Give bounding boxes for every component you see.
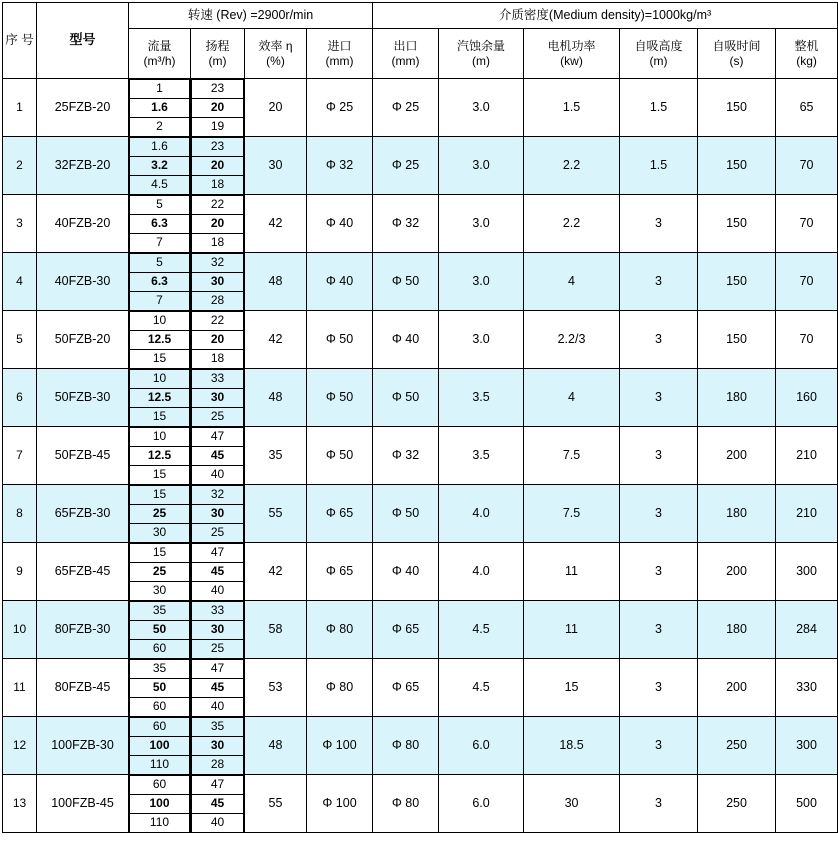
row-head-group xyxy=(191,775,245,833)
table-row xyxy=(3,601,838,659)
row-flow-value: 110 xyxy=(130,756,190,775)
row-flow-value: 15 xyxy=(130,350,190,369)
row-head-value: 32 xyxy=(192,486,244,505)
row-flow-value: 50 xyxy=(130,621,190,640)
header-suction-height xyxy=(620,29,698,79)
row-flow-group xyxy=(129,485,191,543)
row-suction-time: 150 xyxy=(698,79,776,137)
row-head-value: 40 xyxy=(192,814,244,833)
row-npsh: 3.0 xyxy=(439,311,524,369)
row-suction-time: 180 xyxy=(698,369,776,427)
row-inlet: Φ 25 xyxy=(307,79,373,137)
row-efficiency: 58 xyxy=(245,601,307,659)
row-npsh: 3.0 xyxy=(439,195,524,253)
row-efficiency: 48 xyxy=(245,717,307,775)
row-weight: 70 xyxy=(776,137,838,195)
row-flow-value: 7 xyxy=(130,234,190,253)
row-suction-height: 3 xyxy=(620,369,698,427)
row-flow-value: 10 xyxy=(130,428,190,447)
row-efficiency: 53 xyxy=(245,659,307,717)
row-flow-value: 12.5 xyxy=(130,447,190,466)
row-head-value: 40 xyxy=(192,582,244,601)
row-suction-height: 3 xyxy=(620,427,698,485)
row-efficiency: 42 xyxy=(245,543,307,601)
row-npsh: 4.5 xyxy=(439,659,524,717)
row-flow-group xyxy=(129,253,191,311)
row-index: 2 xyxy=(3,137,37,195)
row-suction-time: 150 xyxy=(698,253,776,311)
row-head-group xyxy=(191,311,245,369)
table-body xyxy=(3,79,838,833)
row-head-value: 23 xyxy=(192,80,244,99)
header-flow-line2: (m³/h) xyxy=(143,53,176,68)
row-npsh: 3.0 xyxy=(439,253,524,311)
row-npsh: 4.0 xyxy=(439,543,524,601)
header-flow-line1: 流量 xyxy=(147,38,172,53)
row-flow-value: 25 xyxy=(130,563,190,582)
row-flow-value: 15 xyxy=(130,466,190,485)
row-flow-value: 6.3 xyxy=(130,273,190,292)
row-head-value: 20 xyxy=(192,99,244,118)
row-suction-height: 3 xyxy=(620,485,698,543)
row-flow-group xyxy=(129,79,191,137)
row-weight: 210 xyxy=(776,427,838,485)
row-head-value: 32 xyxy=(192,254,244,273)
row-head-group xyxy=(191,485,245,543)
row-head-value: 45 xyxy=(192,795,244,814)
row-flow-value: 100 xyxy=(130,795,190,814)
row-power: 15 xyxy=(524,659,620,717)
row-flow-value: 50 xyxy=(130,679,190,698)
row-model: 40FZB-20 xyxy=(37,195,129,253)
header-index-line2: 号 xyxy=(21,33,34,48)
row-head-value: 45 xyxy=(192,563,244,582)
row-flow-value: 60 xyxy=(130,698,190,717)
row-inlet: Φ 32 xyxy=(307,137,373,195)
row-head-value: 30 xyxy=(192,273,244,292)
row-flow-value: 10 xyxy=(130,370,190,389)
row-npsh: 4.0 xyxy=(439,485,524,543)
row-head-value: 25 xyxy=(192,408,244,427)
row-weight: 300 xyxy=(776,717,838,775)
header-efficiency-line2: (%) xyxy=(266,53,285,68)
row-inlet: Φ 65 xyxy=(307,485,373,543)
row-model: 65FZB-30 xyxy=(37,485,129,543)
row-flow-value: 1 xyxy=(130,80,190,99)
row-flow-value: 7 xyxy=(130,292,190,311)
row-suction-time: 150 xyxy=(698,311,776,369)
header-inlet xyxy=(307,29,373,79)
row-head-value: 33 xyxy=(192,602,244,621)
row-outlet: Φ 50 xyxy=(373,485,439,543)
row-outlet: Φ 80 xyxy=(373,775,439,833)
row-index: 13 xyxy=(3,775,37,833)
row-head-value: 40 xyxy=(192,698,244,717)
row-efficiency: 55 xyxy=(245,485,307,543)
row-npsh: 6.0 xyxy=(439,717,524,775)
row-npsh: 3.5 xyxy=(439,427,524,485)
row-model: 40FZB-30 xyxy=(37,253,129,311)
row-weight: 284 xyxy=(776,601,838,659)
row-efficiency: 48 xyxy=(245,253,307,311)
row-suction-height: 1.5 xyxy=(620,79,698,137)
row-suction-height: 3 xyxy=(620,253,698,311)
row-weight: 500 xyxy=(776,775,838,833)
row-flow-value: 35 xyxy=(130,602,190,621)
row-flow-group xyxy=(129,775,191,833)
row-head-value: 30 xyxy=(192,505,244,524)
row-inlet: Φ 40 xyxy=(307,195,373,253)
header-power-line2: (kw) xyxy=(560,53,583,68)
row-flow-value: 15 xyxy=(130,544,190,563)
row-suction-time: 150 xyxy=(698,195,776,253)
row-inlet: Φ 80 xyxy=(307,601,373,659)
row-flow-value: 60 xyxy=(130,776,190,795)
row-outlet: Φ 40 xyxy=(373,311,439,369)
row-flow-value: 60 xyxy=(130,718,190,737)
row-flow-value: 5 xyxy=(130,254,190,273)
row-suction-height: 3 xyxy=(620,717,698,775)
row-head-value: 30 xyxy=(192,621,244,640)
row-head-value: 47 xyxy=(192,544,244,563)
table-row xyxy=(3,253,838,311)
spec-sheet xyxy=(0,2,819,850)
row-flow-value: 2 xyxy=(130,118,190,137)
row-head-group xyxy=(191,253,245,311)
header-weight xyxy=(776,29,838,79)
row-efficiency: 42 xyxy=(245,195,307,253)
row-suction-time: 250 xyxy=(698,775,776,833)
row-suction-time: 200 xyxy=(698,659,776,717)
row-flow-value: 30 xyxy=(130,582,190,601)
row-index: 7 xyxy=(3,427,37,485)
row-npsh: 3.0 xyxy=(439,79,524,137)
header-power xyxy=(524,29,620,79)
table-row xyxy=(3,427,838,485)
row-model: 50FZB-45 xyxy=(37,427,129,485)
header-row-groups xyxy=(3,3,838,29)
row-flow-group xyxy=(129,543,191,601)
row-head-value: 19 xyxy=(192,118,244,137)
row-head-value: 47 xyxy=(192,428,244,447)
row-flow-group xyxy=(129,195,191,253)
row-inlet: Φ 50 xyxy=(307,311,373,369)
row-power: 2.2 xyxy=(524,195,620,253)
row-suction-height: 3 xyxy=(620,543,698,601)
row-model: 32FZB-20 xyxy=(37,137,129,195)
row-head-group xyxy=(191,717,245,775)
row-index: 4 xyxy=(3,253,37,311)
row-flow-value: 15 xyxy=(130,486,190,505)
row-head-value: 47 xyxy=(192,776,244,795)
row-model: 100FZB-30 xyxy=(37,717,129,775)
row-head-value: 47 xyxy=(192,660,244,679)
row-suction-height: 3 xyxy=(620,601,698,659)
row-npsh: 6.0 xyxy=(439,775,524,833)
row-flow-value: 5 xyxy=(130,196,190,215)
row-efficiency: 55 xyxy=(245,775,307,833)
row-inlet: Φ 80 xyxy=(307,659,373,717)
row-power: 18.5 xyxy=(524,717,620,775)
row-suction-time: 150 xyxy=(698,137,776,195)
row-head-group xyxy=(191,137,245,195)
row-head-group xyxy=(191,195,245,253)
row-suction-time: 200 xyxy=(698,543,776,601)
row-efficiency: 20 xyxy=(245,79,307,137)
row-model: 65FZB-45 xyxy=(37,543,129,601)
row-weight: 210 xyxy=(776,485,838,543)
row-efficiency: 30 xyxy=(245,137,307,195)
row-outlet: Φ 65 xyxy=(373,601,439,659)
header-efficiency-line1: 效率 η xyxy=(258,38,293,53)
header-head-line2: (m) xyxy=(208,53,227,68)
row-index: 5 xyxy=(3,311,37,369)
row-head-value: 25 xyxy=(192,640,244,659)
row-efficiency: 42 xyxy=(245,311,307,369)
header-power-line1: 电机功率 xyxy=(547,38,596,53)
row-flow-value: 35 xyxy=(130,660,190,679)
row-outlet: Φ 40 xyxy=(373,543,439,601)
row-head-value: 18 xyxy=(192,350,244,369)
row-inlet: Φ 50 xyxy=(307,369,373,427)
row-flow-value: 110 xyxy=(130,814,190,833)
header-suction-height-line1: 自吸高度 xyxy=(634,38,683,53)
row-index: 12 xyxy=(3,717,37,775)
row-flow-group xyxy=(129,427,191,485)
row-head-value: 30 xyxy=(192,737,244,756)
row-weight: 160 xyxy=(776,369,838,427)
row-flow-group xyxy=(129,659,191,717)
row-flow-value: 12.5 xyxy=(130,389,190,408)
row-weight: 70 xyxy=(776,253,838,311)
row-inlet: Φ 65 xyxy=(307,543,373,601)
header-inlet-line2: (mm) xyxy=(325,53,354,68)
row-inlet: Φ 40 xyxy=(307,253,373,311)
header-suction-time xyxy=(698,29,776,79)
row-index: 1 xyxy=(3,79,37,137)
table-header xyxy=(3,3,838,79)
row-model: 25FZB-20 xyxy=(37,79,129,137)
table-row xyxy=(3,79,838,137)
table-row xyxy=(3,311,838,369)
row-model: 100FZB-45 xyxy=(37,775,129,833)
table-row xyxy=(3,717,838,775)
row-index: 8 xyxy=(3,485,37,543)
row-flow-value: 100 xyxy=(130,737,190,756)
row-outlet: Φ 50 xyxy=(373,253,439,311)
row-outlet: Φ 32 xyxy=(373,427,439,485)
row-flow-value: 30 xyxy=(130,524,190,543)
row-flow-value: 15 xyxy=(130,408,190,427)
row-head-value: 20 xyxy=(192,157,244,176)
row-power: 2.2/3 xyxy=(524,311,620,369)
row-model: 50FZB-20 xyxy=(37,311,129,369)
header-group-density: 介质密度(Medium density)=1000kg/m³ xyxy=(373,3,838,29)
row-efficiency: 48 xyxy=(245,369,307,427)
table-row xyxy=(3,775,838,833)
row-suction-height: 3 xyxy=(620,775,698,833)
row-inlet: Φ 100 xyxy=(307,775,373,833)
header-inlet-line1: 进口 xyxy=(327,38,352,53)
row-efficiency: 35 xyxy=(245,427,307,485)
header-npsh-line1: 汽蚀余量 xyxy=(457,38,506,53)
table-row xyxy=(3,485,838,543)
row-index: 9 xyxy=(3,543,37,601)
row-index: 3 xyxy=(3,195,37,253)
row-flow-value: 3.2 xyxy=(130,157,190,176)
row-flow-group xyxy=(129,369,191,427)
row-head-value: 22 xyxy=(192,196,244,215)
row-head-value: 25 xyxy=(192,524,244,543)
row-flow-value: 12.5 xyxy=(130,331,190,350)
row-npsh: 3.5 xyxy=(439,369,524,427)
table-row xyxy=(3,137,838,195)
row-head-group xyxy=(191,659,245,717)
row-weight: 65 xyxy=(776,79,838,137)
row-head-value: 28 xyxy=(192,292,244,311)
pump-specification-table xyxy=(2,2,838,833)
row-head-value: 22 xyxy=(192,312,244,331)
row-outlet: Φ 25 xyxy=(373,79,439,137)
row-head-group xyxy=(191,543,245,601)
row-head-value: 23 xyxy=(192,138,244,157)
row-head-group xyxy=(191,79,245,137)
row-head-value: 20 xyxy=(192,215,244,234)
row-model: 80FZB-45 xyxy=(37,659,129,717)
row-outlet: Φ 65 xyxy=(373,659,439,717)
row-flow-value: 1.6 xyxy=(130,138,190,157)
row-power: 7.5 xyxy=(524,427,620,485)
row-head-group xyxy=(191,369,245,427)
row-suction-time: 180 xyxy=(698,485,776,543)
header-outlet-line1: 出口 xyxy=(393,38,418,53)
row-suction-time: 200 xyxy=(698,427,776,485)
row-power: 11 xyxy=(524,601,620,659)
row-model: 80FZB-30 xyxy=(37,601,129,659)
header-outlet-line2: (mm) xyxy=(391,53,420,68)
row-head-value: 35 xyxy=(192,718,244,737)
row-suction-height: 1.5 xyxy=(620,137,698,195)
row-npsh: 4.5 xyxy=(439,601,524,659)
row-flow-group xyxy=(129,601,191,659)
row-flow-value: 6.3 xyxy=(130,215,190,234)
header-model: 型号 xyxy=(37,3,129,79)
row-model: 50FZB-30 xyxy=(37,369,129,427)
header-npsh xyxy=(439,29,524,79)
row-flow-value: 60 xyxy=(130,640,190,659)
row-suction-height: 3 xyxy=(620,195,698,253)
row-outlet: Φ 50 xyxy=(373,369,439,427)
row-head-group xyxy=(191,601,245,659)
header-flow xyxy=(129,29,191,79)
row-weight: 70 xyxy=(776,311,838,369)
row-head-value: 20 xyxy=(192,331,244,350)
row-flow-group xyxy=(129,311,191,369)
row-index: 11 xyxy=(3,659,37,717)
header-efficiency xyxy=(245,29,307,79)
row-power: 1.5 xyxy=(524,79,620,137)
row-flow-value: 10 xyxy=(130,312,190,331)
row-weight: 300 xyxy=(776,543,838,601)
row-power: 4 xyxy=(524,369,620,427)
header-row-columns xyxy=(3,29,838,79)
header-group-rev: 转速 (Rev) =2900r/min xyxy=(129,3,373,29)
row-suction-time: 180 xyxy=(698,601,776,659)
header-suction-time-line1: 自吸时间 xyxy=(712,38,761,53)
row-head-value: 40 xyxy=(192,466,244,485)
row-inlet: Φ 100 xyxy=(307,717,373,775)
row-outlet: Φ 32 xyxy=(373,195,439,253)
header-index-line1: 序 xyxy=(5,33,18,48)
row-power: 2.2 xyxy=(524,137,620,195)
row-power: 30 xyxy=(524,775,620,833)
row-head-value: 30 xyxy=(192,389,244,408)
row-suction-height: 3 xyxy=(620,659,698,717)
row-head-value: 18 xyxy=(192,234,244,253)
header-outlet xyxy=(373,29,439,79)
header-head xyxy=(191,29,245,79)
row-power: 11 xyxy=(524,543,620,601)
row-flow-value: 1.6 xyxy=(130,99,190,118)
table-row xyxy=(3,195,838,253)
header-suction-height-line2: (m) xyxy=(649,53,668,68)
row-head-value: 33 xyxy=(192,370,244,389)
row-outlet: Φ 25 xyxy=(373,137,439,195)
row-head-value: 18 xyxy=(192,176,244,195)
header-weight-line1: 整机 xyxy=(794,38,819,53)
row-outlet: Φ 80 xyxy=(373,717,439,775)
row-weight: 70 xyxy=(776,195,838,253)
row-head-value: 45 xyxy=(192,679,244,698)
header-weight-line2: (kg) xyxy=(796,53,817,68)
row-suction-height: 3 xyxy=(620,311,698,369)
row-weight: 330 xyxy=(776,659,838,717)
row-head-value: 28 xyxy=(192,756,244,775)
row-power: 4 xyxy=(524,253,620,311)
row-index: 6 xyxy=(3,369,37,427)
row-flow-value: 4.5 xyxy=(130,176,190,195)
row-suction-time: 250 xyxy=(698,717,776,775)
header-head-line1: 扬程 xyxy=(205,38,230,53)
table-row xyxy=(3,659,838,717)
row-power: 7.5 xyxy=(524,485,620,543)
row-flow-group xyxy=(129,717,191,775)
row-index: 10 xyxy=(3,601,37,659)
header-npsh-line2: (m) xyxy=(472,53,491,68)
row-flow-value: 25 xyxy=(130,505,190,524)
row-flow-group xyxy=(129,137,191,195)
table-row xyxy=(3,369,838,427)
row-head-group xyxy=(191,427,245,485)
row-npsh: 3.0 xyxy=(439,137,524,195)
row-inlet: Φ 50 xyxy=(307,427,373,485)
header-suction-time-line2: (s) xyxy=(729,53,744,68)
row-head-value: 45 xyxy=(192,447,244,466)
header-index xyxy=(3,3,37,79)
table-row xyxy=(3,543,838,601)
